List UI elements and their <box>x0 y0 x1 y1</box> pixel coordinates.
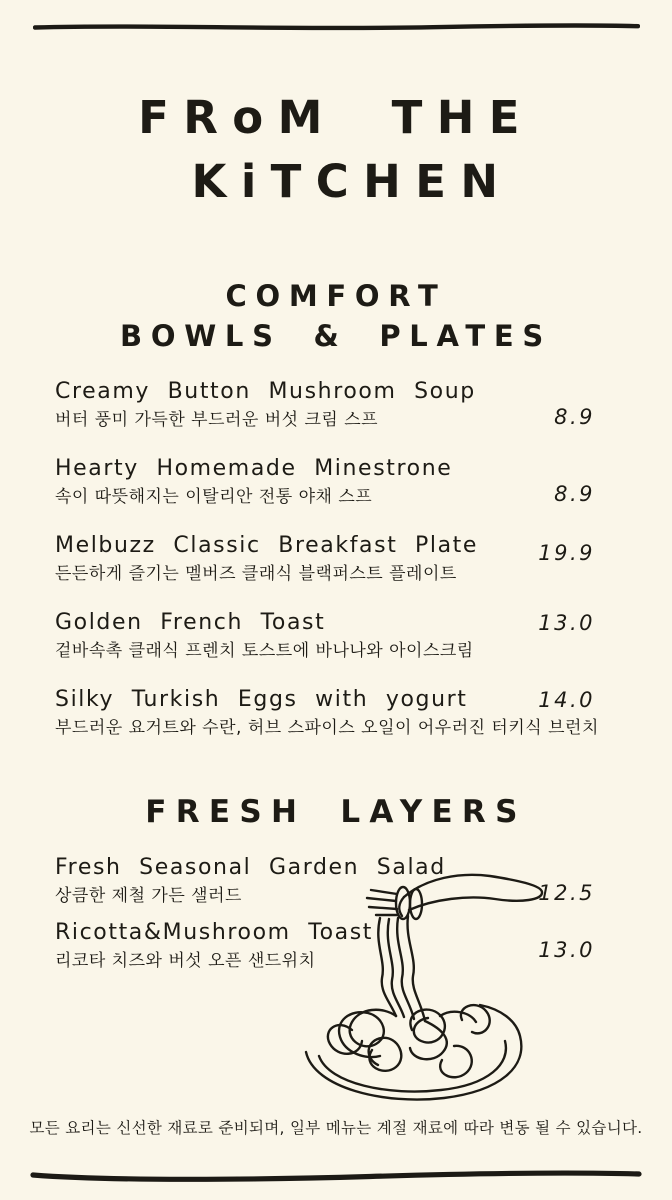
footer-note-ko: 모든 요리는 신선한 재료로 준비되며, 일부 메뉴는 계절 재료에 따라 변동 될 수 있습니다. <box>29 1119 643 1137</box>
item-name: Ricotta&Mushroom Toast <box>55 920 374 945</box>
item-description-ko: 겉바속촉 클래식 프렌치 토스트에 바나나와 아이스크림 <box>55 641 474 661</box>
item-description-ko: 리코타 치즈와 버섯 오픈 샌드위치 <box>55 951 316 971</box>
page-title <box>0 86 672 214</box>
page-title-line-2: KiTCHEN <box>191 155 513 208</box>
item-description-ko: 든든하게 즐기는 멜버즈 클래식 블랙퍼스트 플레이트 <box>55 564 457 584</box>
fork-noodles-illustration <box>292 860 554 1110</box>
item-price: 12.5 <box>538 881 595 905</box>
top-divider-line <box>33 22 640 32</box>
comfort-items-list <box>0 378 672 740</box>
item-description-ko: 버터 풍미 가득한 부드러운 버섯 크림 스프 <box>55 410 379 430</box>
item-name: Creamy Button Mushroom Soup <box>55 379 476 404</box>
menu-item-melbuzz-classic-breakfast-plate <box>55 532 672 586</box>
item-price: 8.9 <box>554 482 595 506</box>
section-title-comfort <box>0 276 672 356</box>
item-description-ko: 상큼한 제철 가든 샐러드 <box>55 886 242 906</box>
page-title-line-1: FRoM THE <box>138 91 534 144</box>
item-name: Silky Turkish Eggs with yogurt <box>55 687 468 712</box>
item-name: Fresh Seasonal Garden Salad <box>55 855 446 880</box>
item-price: 8.9 <box>554 405 595 429</box>
item-price: 19.9 <box>538 541 595 565</box>
menu-item-silky-turkish-eggs <box>55 686 672 740</box>
item-price: 13.0 <box>538 611 595 635</box>
menu-item-golden-french-toast <box>55 609 672 663</box>
item-description-ko: 부드러운 요거트와 수란, 허브 스파이스 오일이 어우러진 터키식 브런치 <box>55 718 599 738</box>
item-name: Hearty Homemade Minestrone <box>55 456 453 481</box>
item-price: 14.0 <box>538 688 595 712</box>
item-name: Golden French Toast <box>55 610 326 635</box>
section-comfort-bowls-and-plates <box>0 276 672 740</box>
section-title-line-1: COMFORT <box>225 279 447 313</box>
section-title-line-2: BOWLS & PLATES <box>120 319 552 353</box>
menu-item-creamy-button-mushroom-soup <box>55 378 672 432</box>
section-title-fresh-layers <box>0 792 672 832</box>
section-title-line-1: FRESH LAYERS <box>145 794 527 830</box>
item-price: 13.0 <box>538 938 595 962</box>
bottom-divider-line <box>30 1168 642 1184</box>
item-description-ko: 속이 따뜻해지는 이탈리안 전통 야채 스프 <box>55 487 373 507</box>
menu-item-hearty-homemade-minestrone <box>55 455 672 509</box>
item-name: Melbuzz Classic Breakfast Plate <box>55 533 479 558</box>
